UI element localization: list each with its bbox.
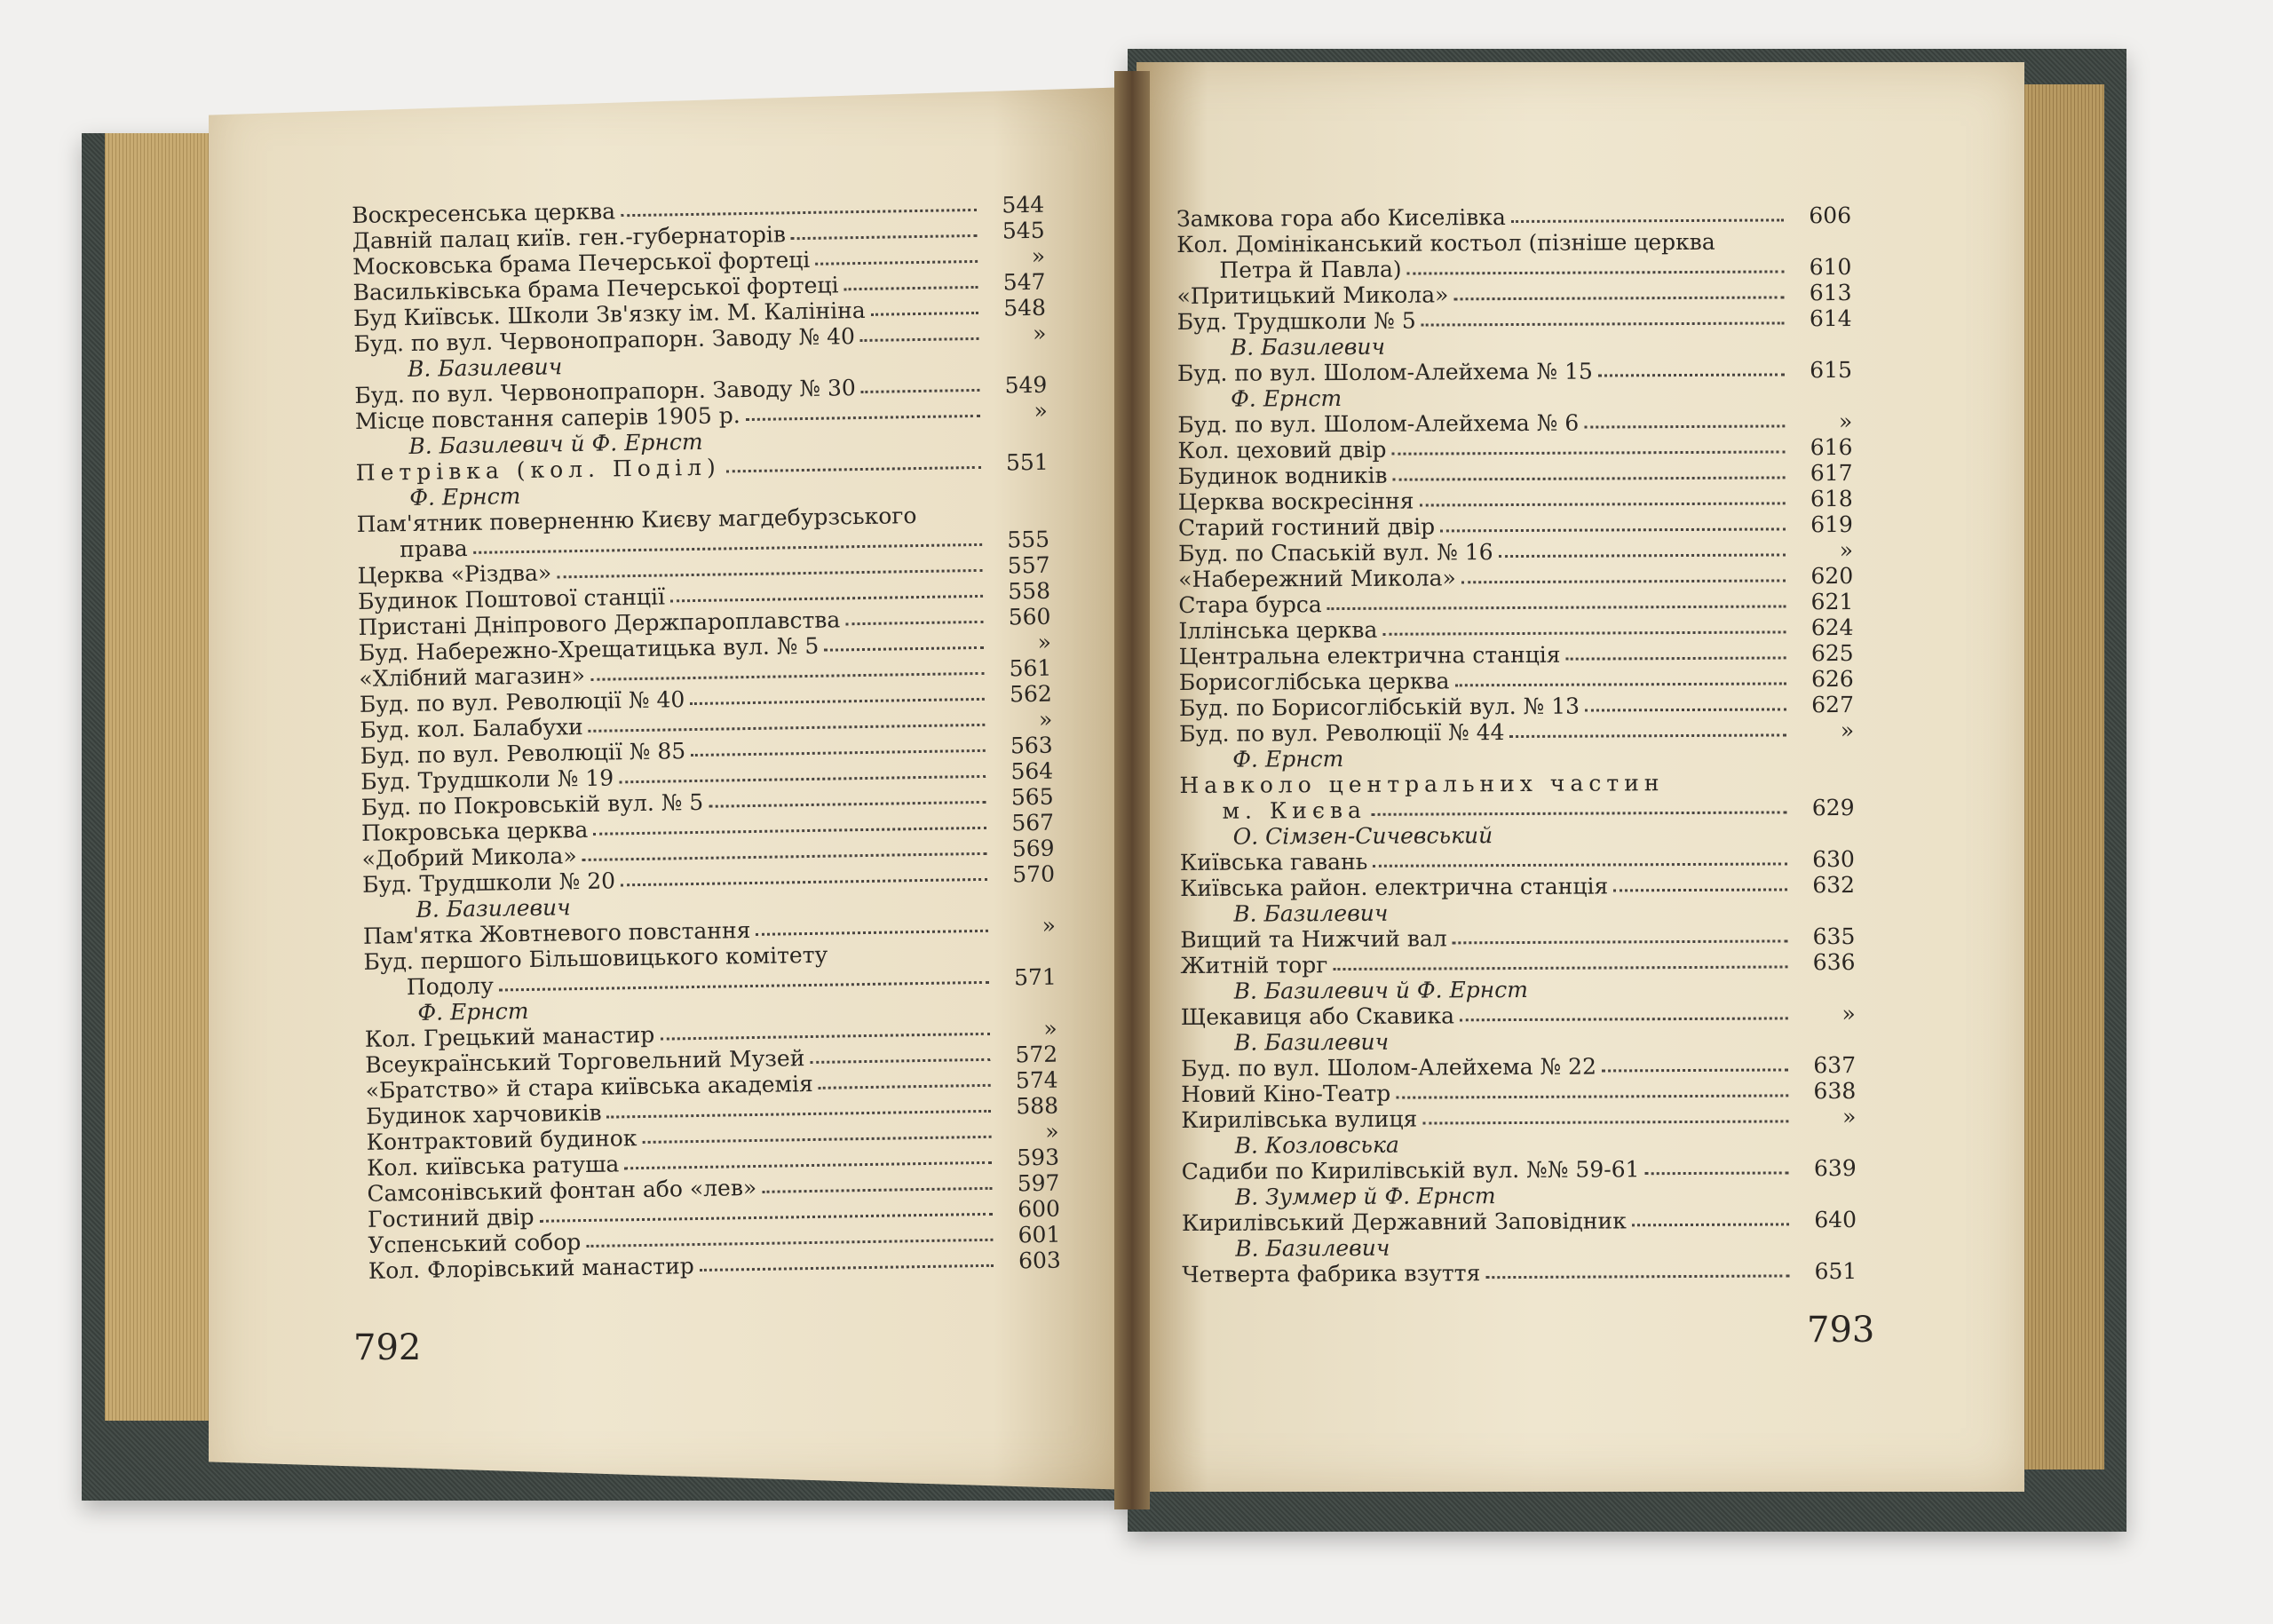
toc-entry <box>1177 434 1852 463</box>
toc-entry-title: Кол. Домініканський костьол (пізніше церква <box>1176 228 1715 257</box>
toc-entry-title: Навколо центральних частин <box>1179 770 1665 798</box>
toc-entry-title: В. Базилевич й Ф. Ернст <box>408 428 703 460</box>
dot-leader <box>1372 811 1787 815</box>
dot-leader <box>590 672 984 681</box>
toc-entry-title: Буд. першого Більшовицького комітету <box>363 941 828 975</box>
dot-leader <box>819 1084 991 1089</box>
toc-entry-title: В. Базилевич й Ф. Ернст <box>1233 976 1528 1004</box>
toc-entry-title: Будинок харчовиків <box>365 1099 602 1129</box>
toc-entry-title: Петра й Павла) <box>1219 256 1402 283</box>
toc-entry-title: Кол. київська ратуша <box>366 1151 620 1181</box>
toc-entry-page <box>986 495 1049 496</box>
toc-entry-page: 616 <box>1810 434 1853 461</box>
dot-leader <box>1501 1199 1789 1200</box>
toc-entry-title: Новий Кіно-Театр <box>1181 1080 1391 1107</box>
toc-entry-title: Вищий та Нижчий вал <box>1180 925 1447 953</box>
toc-entry-title: Буд. по вул. Шолом-Алейхема № 6 <box>1177 409 1580 438</box>
dot-leader <box>1396 1094 1788 1098</box>
dot-leader <box>1644 1171 1788 1175</box>
toc-entry-title: Щекавиця або Скавика <box>1180 1002 1455 1030</box>
dot-leader <box>1602 1068 1788 1072</box>
toc-entry-page: 601 <box>1018 1221 1061 1248</box>
page-edges-left <box>105 133 220 1421</box>
toc-entry-title: Буд. по вул. Шолом-Алейхема № 22 <box>1181 1053 1597 1081</box>
dot-leader <box>1455 682 1786 686</box>
dot-leader <box>1670 787 1787 788</box>
toc-author <box>1177 383 1852 412</box>
toc-entry-title: Ф. Ернст <box>409 483 521 511</box>
dot-leader <box>1584 424 1785 428</box>
toc-entry-title: Будинок водників <box>1177 462 1388 489</box>
toc-entry-title: Буд. по вул. Червонопрапорн. Заводу № 40 <box>353 323 856 357</box>
toc-entry-page: 561 <box>1009 654 1052 682</box>
dot-leader <box>746 415 980 421</box>
toc-entry <box>1177 305 1852 335</box>
toc-entry-page: 621 <box>1810 589 1854 615</box>
toc-author <box>1181 1026 1856 1056</box>
toc-entry-page: 640 <box>1814 1207 1857 1233</box>
toc-entry <box>1182 1207 1857 1236</box>
toc-entry-page: 632 <box>1812 872 1856 899</box>
toc-entry-page: 600 <box>1017 1195 1061 1223</box>
toc-entry-title: Буд. кол. Балабухи <box>360 713 583 743</box>
toc-entry-page: 560 <box>1008 603 1051 630</box>
dot-leader <box>815 260 978 265</box>
toc-entry-page: 630 <box>1812 846 1855 873</box>
toc-entry-title: Будинок Поштової станції <box>357 583 666 614</box>
dot-leader <box>670 595 983 603</box>
toc-entry-page: 625 <box>1810 640 1854 667</box>
dot-leader <box>557 569 982 579</box>
toc-entry-page: » <box>1037 629 1052 655</box>
toc-entry-title: «Притицький Микола» <box>1176 281 1449 309</box>
toc-entry-page: 549 <box>1004 371 1048 399</box>
dot-leader <box>1598 373 1785 376</box>
toc-entry-title: В. Козловська <box>1234 1131 1399 1159</box>
toc-entry-page: 588 <box>1016 1092 1059 1120</box>
toc-entry <box>1179 640 1854 669</box>
toc-entry <box>1179 692 1854 721</box>
toc-entry-page <box>985 367 1047 368</box>
dot-leader <box>1533 993 1788 994</box>
toc-entry-page: » <box>1840 717 1855 744</box>
dot-leader <box>861 389 980 393</box>
toc-entry <box>1180 872 1855 901</box>
toc-entry <box>1178 460 1853 489</box>
toc-entry-title: Борисоглібська церква <box>1178 668 1450 695</box>
toc-entry-page: 620 <box>1810 563 1854 590</box>
toc-entry-title: Церква «Різдва» <box>357 559 552 589</box>
dot-leader <box>756 930 988 936</box>
toc-entry <box>1178 486 1853 515</box>
toc-author <box>1182 1181 1857 1210</box>
toc-author <box>1181 975 1856 1004</box>
dot-leader <box>1498 838 1787 840</box>
dot-leader <box>1440 527 1786 532</box>
toc-right <box>1176 202 1857 1287</box>
toc-entry-title: «Братство» й стара київська академія <box>365 1070 813 1104</box>
toc-entry-title: В. Базилевич <box>1233 1028 1390 1056</box>
toc-entry-page: 597 <box>1017 1169 1060 1197</box>
toc-entry-title: Ф. Ернст <box>1231 385 1342 412</box>
toc-entry-page: 618 <box>1810 486 1853 512</box>
dot-leader <box>619 775 986 783</box>
toc-entry-title: Пристані Дніпрового Держпароплавства <box>358 606 841 640</box>
dot-leader <box>1632 1223 1789 1226</box>
toc-entry-title: Буд. по Борисоглібській вул. № 13 <box>1178 693 1580 721</box>
dot-leader <box>1613 888 1787 891</box>
toc-entry-page: 544 <box>1002 191 1045 218</box>
toc-entry-title: Кирилівська вулиця <box>1181 1105 1418 1133</box>
dot-leader <box>534 1008 989 1015</box>
dot-leader <box>1453 296 1784 300</box>
toc-entry-page: 567 <box>1011 809 1055 836</box>
toc-entry-page: 629 <box>1811 795 1855 821</box>
toc-entry-title: Гостиний двір <box>367 1203 535 1232</box>
toc-entry-title: Четверта фабрика взуття <box>1182 1260 1481 1287</box>
dot-leader <box>1333 965 1787 970</box>
page-number-left: 792 <box>353 1327 422 1368</box>
dot-leader <box>860 337 979 342</box>
toc-entry-title: В. Базилевич <box>1230 333 1386 360</box>
toc-entry-page: 547 <box>1002 268 1046 296</box>
toc-author <box>1177 331 1852 360</box>
toc-entry-title: Центральна електрична станція <box>1178 641 1561 669</box>
dot-leader <box>1566 656 1786 660</box>
toc-entry-title: Буд. по вул. Революції № 44 <box>1179 719 1505 747</box>
dot-leader <box>1461 579 1786 583</box>
dot-leader <box>1394 1044 1788 1046</box>
toc-entry-title: В. Базилевич <box>1235 1234 1390 1262</box>
toc-entry-title: Пам'ятник поверненню Києву магдебурзського <box>356 503 917 537</box>
toc-entry-title: м. Києва <box>1222 796 1366 824</box>
toc-entry-page: » <box>1838 408 1853 435</box>
book-gutter <box>1114 71 1150 1509</box>
toc-author <box>1182 1232 1857 1262</box>
toc-entry-title: права <box>399 535 468 563</box>
dot-leader <box>824 646 984 652</box>
toc-entry <box>1176 280 1851 309</box>
toc-entry-page: 569 <box>1011 835 1055 862</box>
toc-entry <box>1179 666 1854 695</box>
toc-entry-page: 593 <box>1017 1144 1060 1171</box>
dot-leader <box>1422 1120 1788 1124</box>
toc-entry-page: 626 <box>1811 666 1854 693</box>
toc-entry-page: 563 <box>1010 732 1053 759</box>
toc-entry-page: 558 <box>1008 577 1051 605</box>
dot-leader <box>709 441 981 446</box>
dot-leader <box>1407 270 1785 274</box>
dot-leader <box>1420 502 1786 506</box>
toc-entry-page: » <box>1045 1118 1059 1145</box>
dot-leader <box>1395 1250 1789 1252</box>
toc-entry-page: » <box>1839 537 1854 564</box>
dot-leader <box>621 209 977 217</box>
dot-leader <box>1349 761 1786 764</box>
toc-entry-title: В. Базилевич <box>407 353 563 383</box>
toc-entry <box>1177 408 1852 438</box>
toc-entry-title: Петрівка (кол. Поділ) <box>355 454 722 486</box>
toc-entry-title: Покровська церква <box>360 816 589 846</box>
toc-entry <box>1181 1078 1856 1107</box>
toc-entry-page: 571 <box>1013 963 1057 991</box>
toc-entry <box>1176 254 1851 283</box>
toc-entry-title: Буд. Набережно-Хрещатицька вул. № 5 <box>358 632 820 666</box>
toc-entry <box>1181 1104 1856 1133</box>
toc-entry <box>1180 949 1855 978</box>
toc-entry-page: » <box>1031 242 1046 269</box>
dot-leader <box>1405 1147 1789 1149</box>
toc-entry <box>1178 614 1853 644</box>
dot-leader <box>810 1058 990 1064</box>
toc-entry-title: Іллінська церква <box>1178 616 1378 644</box>
dot-leader <box>1327 605 1786 610</box>
dot-leader <box>567 364 979 370</box>
toc-entry-page: » <box>1032 320 1047 346</box>
toc-entry <box>1176 228 1851 257</box>
toc-entry-page <box>994 959 1056 960</box>
toc-entry-page: 627 <box>1811 692 1855 718</box>
dot-leader <box>607 1110 992 1119</box>
toc-entry <box>1177 357 1852 386</box>
dot-leader <box>1393 915 1787 917</box>
toc-entry-page: 617 <box>1810 460 1853 487</box>
toc-entry-page: 624 <box>1810 614 1854 641</box>
toc-entry-title: В. Базилевич <box>416 894 571 923</box>
dot-leader <box>526 493 981 500</box>
toc-entry <box>1179 769 1854 798</box>
toc-entry-page: 572 <box>1015 1041 1058 1068</box>
toc-entry-page: 619 <box>1810 511 1853 538</box>
toc-entry-page: 557 <box>1007 551 1050 579</box>
dot-leader <box>762 1187 992 1193</box>
toc-entry-title: Кирилівський Державний Заповідник <box>1181 1208 1627 1236</box>
toc-entry <box>1181 1052 1856 1081</box>
dot-leader <box>791 234 978 240</box>
toc-entry-page: » <box>1842 1104 1857 1130</box>
toc-entry-title: Самсонівський фонтан або «лев» <box>367 1174 757 1207</box>
toc-entry-title: Буд. по Покровській вул. № 5 <box>360 788 704 820</box>
toc-entry-page: » <box>1038 706 1053 733</box>
dot-leader <box>871 312 978 316</box>
toc-author <box>1180 820 1855 850</box>
dot-leader <box>593 827 986 836</box>
dot-leader <box>621 878 987 886</box>
toc-entry-title: Воскресенська церква <box>352 198 616 228</box>
toc-author <box>1181 1129 1856 1159</box>
dot-leader <box>726 466 981 473</box>
toc-entry-page <box>994 1010 1057 1011</box>
toc-entry-page: 603 <box>1018 1247 1062 1274</box>
toc-entry-title: Буд. Трудшколи № 19 <box>360 764 614 795</box>
toc-entry-page: 551 <box>1005 448 1049 476</box>
dot-leader <box>690 698 985 705</box>
toc-entry-title: Буд. Трудшколи № 20 <box>361 867 616 898</box>
toc-entry-title: Ф. Ернст <box>1232 746 1344 772</box>
toc-entry-title: «Набережний Микола» <box>1178 565 1456 592</box>
toc-entry-page: 548 <box>1003 294 1047 321</box>
toc-entry-page: » <box>1041 912 1057 939</box>
toc-entry-title: Кол. цеховий двір <box>1177 436 1387 463</box>
toc-entry-title: В. Базилевич <box>1233 899 1389 927</box>
dot-leader <box>1391 450 1785 455</box>
toc-entry-title: Московська брама Печерської фортеці <box>352 246 811 280</box>
toc-entry-title: О. Сімзен-Сичевський <box>1232 822 1493 850</box>
toc-entry-title: Васильківська брама Печерської фортеці <box>352 272 839 305</box>
toc-entry <box>1180 923 1855 953</box>
toc-entry-title: Замкова гора або Киселівка <box>1176 204 1506 232</box>
toc-entry-page: 614 <box>1809 305 1852 332</box>
toc-entry <box>1178 537 1853 566</box>
toc-entry-title: Буд. по вул. Шолом-Алейхема № 15 <box>1176 358 1593 386</box>
toc-entry-page: 637 <box>1813 1052 1857 1079</box>
dot-leader <box>589 724 986 733</box>
toc-entry-page: 639 <box>1813 1155 1857 1182</box>
page-number-right: 793 <box>1807 1310 1875 1351</box>
toc-entry-page: 545 <box>1002 217 1045 244</box>
toc-entry <box>1182 1258 1857 1287</box>
dot-leader <box>1485 1274 1789 1279</box>
toc-entry-page: 613 <box>1809 280 1852 306</box>
toc-entry-title: Всеукраїнський Торговельний Музей <box>365 1045 805 1078</box>
toc-entry-page: » <box>1034 397 1049 424</box>
toc-entry-title: Київська гавань <box>1179 848 1368 875</box>
dot-leader <box>576 905 988 911</box>
toc-entry <box>1176 202 1851 232</box>
dot-leader <box>691 749 986 757</box>
toc-entry-title: Пам'ятка Жовтневого повстання <box>362 917 751 949</box>
toc-entry-page: 651 <box>1814 1258 1857 1285</box>
dot-leader <box>1347 400 1785 403</box>
dot-leader <box>1511 218 1784 223</box>
toc-entry <box>1178 563 1853 592</box>
toc-entry-title: Садиби по Кирилівській вул. №№ 59-61 <box>1181 1156 1640 1184</box>
toc-entry-page: 638 <box>1813 1078 1857 1105</box>
toc-entry-title: Контрактовий будинок <box>366 1125 638 1155</box>
toc-author <box>1179 743 1854 772</box>
dot-leader <box>1390 349 1785 351</box>
toc-entry-title: «Добрий Микола» <box>361 843 577 872</box>
toc-entry-page <box>994 907 1056 908</box>
toc-entry-title: Старий гостиний двір <box>1177 513 1436 541</box>
dot-leader <box>1373 862 1787 867</box>
toc-entry-page: 565 <box>1010 783 1054 811</box>
dot-leader <box>1393 476 1786 480</box>
toc-entry-title: Кол. Флорівський манастир <box>368 1253 694 1284</box>
toc-entry <box>1180 846 1855 875</box>
toc-entry-page: 562 <box>1009 680 1053 708</box>
toc-entry <box>1182 1155 1857 1184</box>
toc-entry-title: Буд. Трудшколи № 5 <box>1176 307 1416 335</box>
toc-entry-title: «Хлібний магазин» <box>359 661 586 692</box>
toc-entry-page: 570 <box>1012 860 1056 888</box>
toc-entry-page: » <box>1841 1001 1856 1027</box>
toc-entry-title: Успенський собор <box>368 1229 582 1258</box>
toc-entry-title: Буд Київськ. Школи Зв'язку ім. М. Калініна <box>352 297 866 331</box>
toc-entry-title: Житній торг <box>1180 952 1328 978</box>
toc-entry-title: Стара бурса <box>1178 591 1322 618</box>
toc-entry-title: В. Зуммер й Ф. Ернст <box>1234 1183 1496 1210</box>
dot-leader <box>709 801 986 808</box>
dot-leader <box>1453 939 1788 944</box>
toc-entry-page: » <box>1043 1015 1057 1042</box>
toc-entry <box>1179 717 1854 747</box>
toc-entry <box>1179 795 1854 824</box>
dot-leader <box>833 956 988 959</box>
dot-leader <box>844 286 978 290</box>
dot-leader <box>642 1136 991 1144</box>
toc-entry-title: Церква воскресіння <box>1177 487 1414 515</box>
toc-entry-page: 615 <box>1810 357 1853 384</box>
toc-entry-title: Ф. Ернст <box>417 997 529 1026</box>
dot-leader <box>660 1033 989 1041</box>
dot-leader <box>540 1213 993 1223</box>
dot-leader <box>1510 733 1787 738</box>
toc-entry <box>1178 511 1853 541</box>
toc-entry-page <box>986 444 1048 445</box>
dot-leader <box>582 852 987 861</box>
toc-entry-page: 635 <box>1812 923 1856 950</box>
dot-leader <box>1382 630 1786 635</box>
dot-leader <box>1422 321 1785 326</box>
toc-entry-page: 610 <box>1809 254 1852 281</box>
toc-entry-page <box>987 521 1049 522</box>
toc-entry-title: Буд. по вул. Червонопрапорн. Заводу № 30 <box>354 375 857 408</box>
toc-entry-title: Київська район. електрична станція <box>1179 873 1609 901</box>
dot-leader <box>1460 1017 1788 1021</box>
dot-leader <box>1499 553 1786 558</box>
toc-entry-title: Подолу <box>406 972 494 1001</box>
dot-leader <box>473 543 982 554</box>
toc-entry-title: Місце повстання саперів 1905 р. <box>354 402 741 434</box>
toc-entry <box>1181 1001 1856 1030</box>
toc-entry-page: 574 <box>1015 1066 1058 1094</box>
toc-entry-title: Давній палац київ. ген.-губернаторів <box>352 221 787 254</box>
toc-entry <box>1178 589 1853 618</box>
toc-entry-title: Буд. по вул. Революції № 40 <box>359 686 685 717</box>
toc-entry-page: 564 <box>1010 757 1054 785</box>
toc-author <box>1180 898 1855 927</box>
toc-entry-page: 606 <box>1809 202 1852 229</box>
dot-leader <box>586 1239 993 1248</box>
toc-entry-title: Кол. Грецький манастир <box>364 1021 655 1052</box>
dot-leader <box>845 621 983 625</box>
toc-entry-page: 555 <box>1007 526 1050 553</box>
dot-leader <box>499 981 989 992</box>
toc-left <box>352 192 1061 1284</box>
dot-leader <box>700 1264 994 1271</box>
toc-entry-page: 636 <box>1812 949 1856 976</box>
dot-leader <box>624 1161 992 1169</box>
toc-entry-title: Буд. по вул. Революції № 85 <box>360 738 686 769</box>
dot-leader <box>1585 708 1786 711</box>
toc-entry-title: Буд. по Спаській вул. № 16 <box>1177 539 1493 566</box>
